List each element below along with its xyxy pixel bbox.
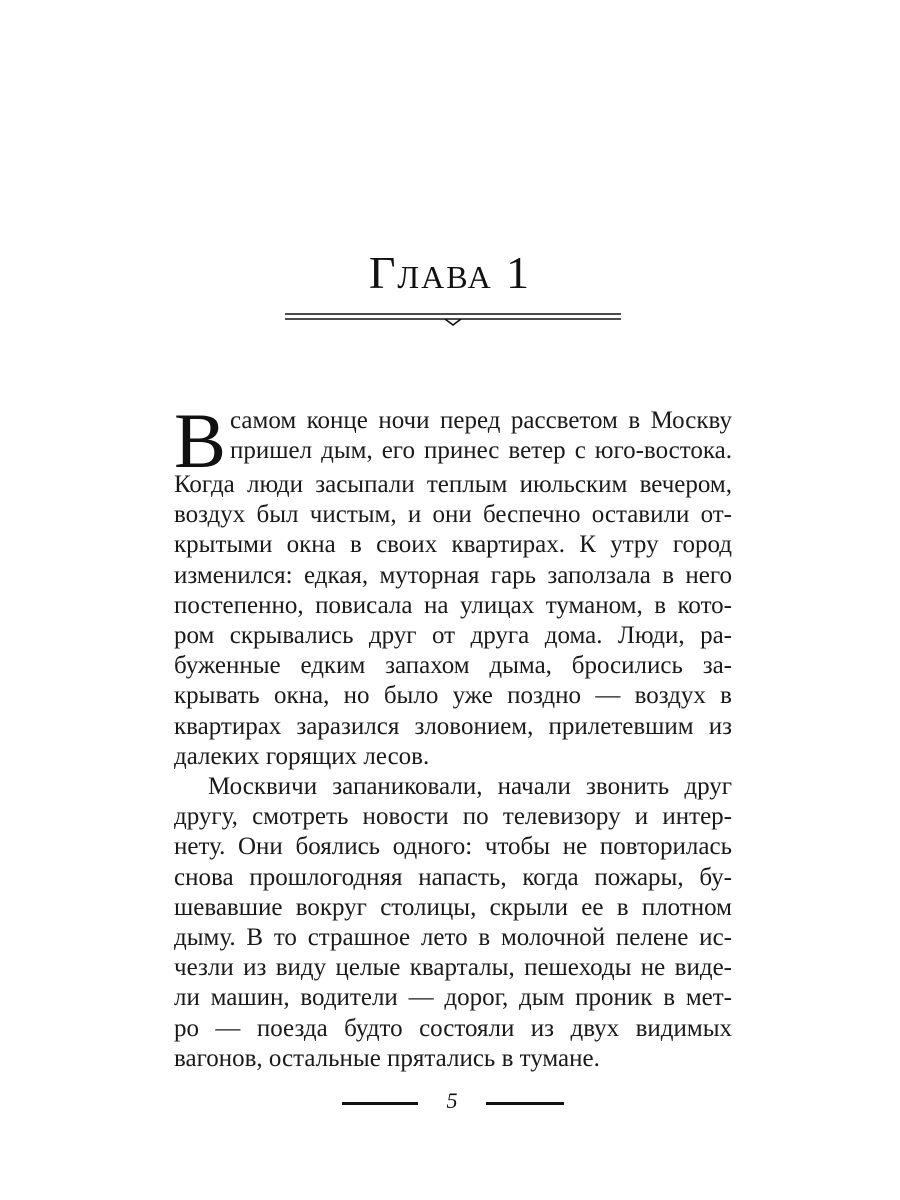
footer-rule-right [486, 1102, 564, 1105]
text-line: самом конце ночи перед рассветом в Москву [230, 407, 732, 434]
drop-cap-letter: В [174, 397, 227, 484]
text-line: изменился: едкая, муторная гарь заползала в него [174, 561, 732, 589]
text-line: крывать окна, но было уже поздно — воздух в [174, 682, 732, 710]
text-line: снова прошлогодняя напасть, когда пожары, бу- [174, 863, 732, 891]
text-line: нету. Они боялись одного: чтобы не повторилась [174, 833, 732, 861]
text-line: Москвичи запаниковали, начали звонить друг [208, 773, 732, 801]
text-line: крытыми окна в своих квартирах. К утру город [174, 531, 732, 559]
title-ornament [285, 308, 621, 330]
footer-rule-left [342, 1102, 418, 1105]
text-line: шевавшие вокруг столицы, скрыли ее в плотном [174, 893, 732, 921]
text-line: другу, смотреть новости по телевизору и интер- [174, 803, 732, 831]
paragraph-2 [174, 772, 732, 1074]
text-line: чезли из виду целые кварталы, пешеходы не виде- [174, 954, 732, 982]
text-line: пришел дым, его принес ветер с юго-востока. [230, 437, 732, 465]
chapter-title: Глава 1 [368, 247, 532, 298]
text-line: ро — поезда будто состояли из двух видимых [174, 1014, 732, 1042]
page-number: 5 [446, 1088, 458, 1113]
text-line: воздух был чистым, и они беспечно оставили от- [174, 501, 732, 529]
text-line: дыму. В то страшное лето в молочной пелене ис- [174, 924, 732, 952]
text-line: Когда люди засыпали теплым июльским вечером, [174, 471, 732, 498]
text-line: постепенно, повисала на улицах туманом, в кото- [174, 591, 732, 619]
text-line: далеких горящих лесов. [174, 742, 430, 770]
text-line: буженные едким запахом дыма, бросились за- [174, 652, 732, 680]
chapter-body-text [174, 397, 732, 1074]
paragraph-1-opening [174, 397, 732, 484]
text-line: вагонов, остальные прятались в тумане. [174, 1044, 600, 1072]
text-line: ли машин, водители — дорог, дым проник в мет- [174, 984, 732, 1012]
page-footer [0, 1088, 900, 1118]
text-line: квартирах заразился зловонием, прилетевшим из [174, 712, 732, 740]
text-line: ром скрывались друг от друга дома. Люди, ра- [174, 622, 732, 650]
paragraph-1 [174, 470, 732, 772]
